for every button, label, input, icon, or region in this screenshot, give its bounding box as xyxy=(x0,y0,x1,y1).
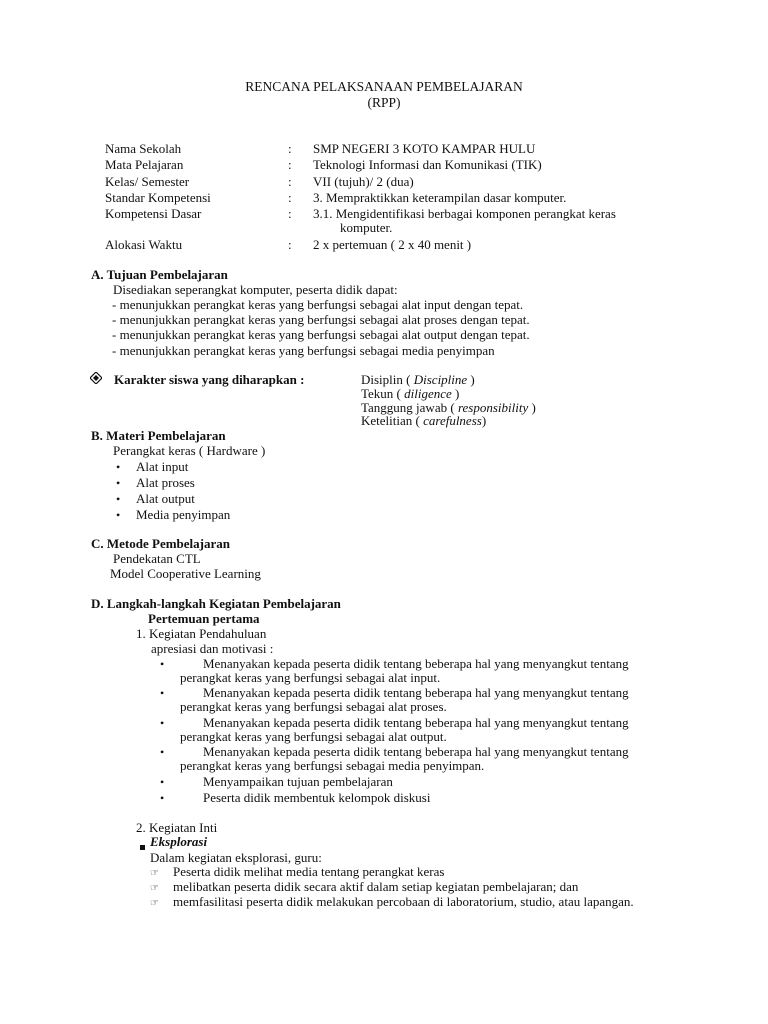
eksplorasi-item: Peserta didik melihat media tentang perangkat keras xyxy=(173,864,445,879)
pointing-hand-icon: ☞ xyxy=(150,868,159,879)
identity-value: VII (tujuh)/ 2 (dua) xyxy=(313,174,414,189)
bullet-icon: • xyxy=(160,745,165,759)
identity-label: Kelas/ Semester xyxy=(105,174,190,189)
section-a-item: - menunjukkan perangkat keras yang berfungsi sebagai alat input dengan tepat. xyxy=(112,297,524,312)
identity-label: Alokasi Waktu xyxy=(105,237,183,252)
eksplorasi-heading: Eksplorasi xyxy=(150,834,208,849)
identity-value: Teknologi Informasi dan Komunikasi (TIK) xyxy=(313,157,542,172)
section-a-intro: Disediakan seperangkat komputer, peserta didik dapat: xyxy=(113,282,398,297)
identity-value: 2 x pertemuan ( 2 x 40 menit ) xyxy=(313,237,472,252)
bullet-icon: • xyxy=(160,775,165,789)
identity-label: Kompetensi Dasar xyxy=(105,206,202,221)
section-b-item: Alat proses xyxy=(136,475,195,490)
step-1-item: Menanyakan kepada peserta didik tentang beberapa hal yang menyangkut tentang xyxy=(203,744,629,759)
section-c-line: Pendekatan CTL xyxy=(113,551,201,566)
bullet-icon: • xyxy=(160,716,165,730)
eksplorasi-item: memfasilitasi peserta didik melakukan percobaan di laboratorium, studio, atau lapangan. xyxy=(173,894,634,909)
karakter-item: Disiplin ( Discipline ) xyxy=(361,372,475,387)
eksplorasi-item: melibatkan peserta didik secara aktif dalam setiap kegiatan pembelajaran; dan xyxy=(173,879,579,894)
section-b-heading: B. Materi Pembelajaran xyxy=(91,428,226,443)
bullet-icon: • xyxy=(116,476,121,490)
step-1-item: Menyampaikan tujuan pembelajaran xyxy=(203,774,393,789)
identity-label: Nama Sekolah xyxy=(105,141,182,156)
identity-label: Standar Kompetensi xyxy=(105,190,211,205)
step-1-item-cont: perangkat keras yang berfungsi sebagai alat output. xyxy=(180,729,447,744)
step-1-subtitle: apresiasi dan motivasi : xyxy=(151,641,274,656)
step-1-item-cont: perangkat keras yang berfungsi sebagai alat input. xyxy=(180,670,441,685)
document-subtitle: (RPP) xyxy=(367,95,401,110)
step-1-item: Menanyakan kepada peserta didik tentang beberapa hal yang menyangkut tentang xyxy=(203,685,629,700)
karakter-item: Tekun ( diligence ) xyxy=(361,386,460,401)
section-a-item: - menunjukkan perangkat keras yang berfungsi sebagai alat output dengan tepat. xyxy=(112,327,530,342)
identity-label: Mata Pelajaran xyxy=(105,157,184,172)
identity-value: 3. Mempraktikkan keterampilan dasar komputer. xyxy=(313,190,567,205)
identity-value: SMP NEGERI 3 KOTO KAMPAR HULU xyxy=(313,141,536,156)
section-a-heading: A. Tujuan Pembelajaran xyxy=(91,267,228,282)
bullet-icon: • xyxy=(116,492,121,506)
identity-colon: : xyxy=(288,190,292,205)
karakter-item: Tanggung jawab ( responsibility ) xyxy=(361,400,536,415)
square-bullet-icon xyxy=(140,838,145,854)
bullet-icon: • xyxy=(116,508,121,522)
identity-colon: : xyxy=(288,157,292,172)
step-1-item: Menanyakan kepada peserta didik tentang beberapa hal yang menyangkut tentang xyxy=(203,656,629,671)
document-title: RENCANA PELAKSANAAN PEMBELAJARAN xyxy=(245,79,523,94)
section-a-item: - menunjukkan perangkat keras yang berfungsi sebagai alat proses dengan tepat. xyxy=(112,312,530,327)
identity-colon: : xyxy=(288,141,292,156)
section-b-item: Alat input xyxy=(136,459,189,474)
pointing-hand-icon: ☞ xyxy=(150,883,159,894)
identity-value: 3.1. Mengidentifikasi berbagai komponen perangkat keras xyxy=(313,206,616,221)
bullet-icon: • xyxy=(160,791,165,805)
eksplorasi-intro: Dalam kegiatan eksplorasi, guru: xyxy=(150,850,322,865)
step-1-item-cont: perangkat keras yang berfungsi sebagai media penyimpan. xyxy=(180,758,485,773)
pointing-hand-icon: ☞ xyxy=(150,898,159,909)
section-b-item: Media penyimpan xyxy=(136,507,231,522)
diamond-bullet-icon xyxy=(90,372,102,388)
section-b-item: Alat output xyxy=(136,491,195,506)
section-c-heading: C. Metode Pembelajaran xyxy=(91,536,230,551)
bullet-icon: • xyxy=(116,460,121,474)
section-c-line: Model Cooperative Learning xyxy=(110,566,261,581)
identity-colon: : xyxy=(288,174,292,189)
step-1-item: Peserta didik membentuk kelompok diskusi xyxy=(203,790,431,805)
karakter-label: Karakter siswa yang diharapkan : xyxy=(114,372,305,387)
section-d-heading: D. Langkah-langkah Kegiatan Pembelajaran xyxy=(91,596,341,611)
karakter-item: Ketelitian ( carefulness) xyxy=(361,413,487,428)
identity-colon: : xyxy=(288,206,292,221)
section-a-item: - menunjukkan perangkat keras yang berfungsi sebagai media penyimpan xyxy=(112,343,495,358)
bullet-icon: • xyxy=(160,657,165,671)
step-1-item: Menanyakan kepada peserta didik tentang beberapa hal yang menyangkut tentang xyxy=(203,715,629,730)
step-2-title: 2. Kegiatan Inti xyxy=(136,820,218,835)
identity-colon: : xyxy=(288,237,292,252)
section-b-intro: Perangkat keras ( Hardware ) xyxy=(113,443,266,458)
meeting-title: Pertemuan pertama xyxy=(148,611,260,626)
identity-value-cont: komputer. xyxy=(340,220,393,235)
step-1-item-cont: perangkat keras yang berfungsi sebagai alat proses. xyxy=(180,699,447,714)
step-1-title: 1. Kegiatan Pendahuluan xyxy=(136,626,267,641)
bullet-icon: • xyxy=(160,686,165,700)
